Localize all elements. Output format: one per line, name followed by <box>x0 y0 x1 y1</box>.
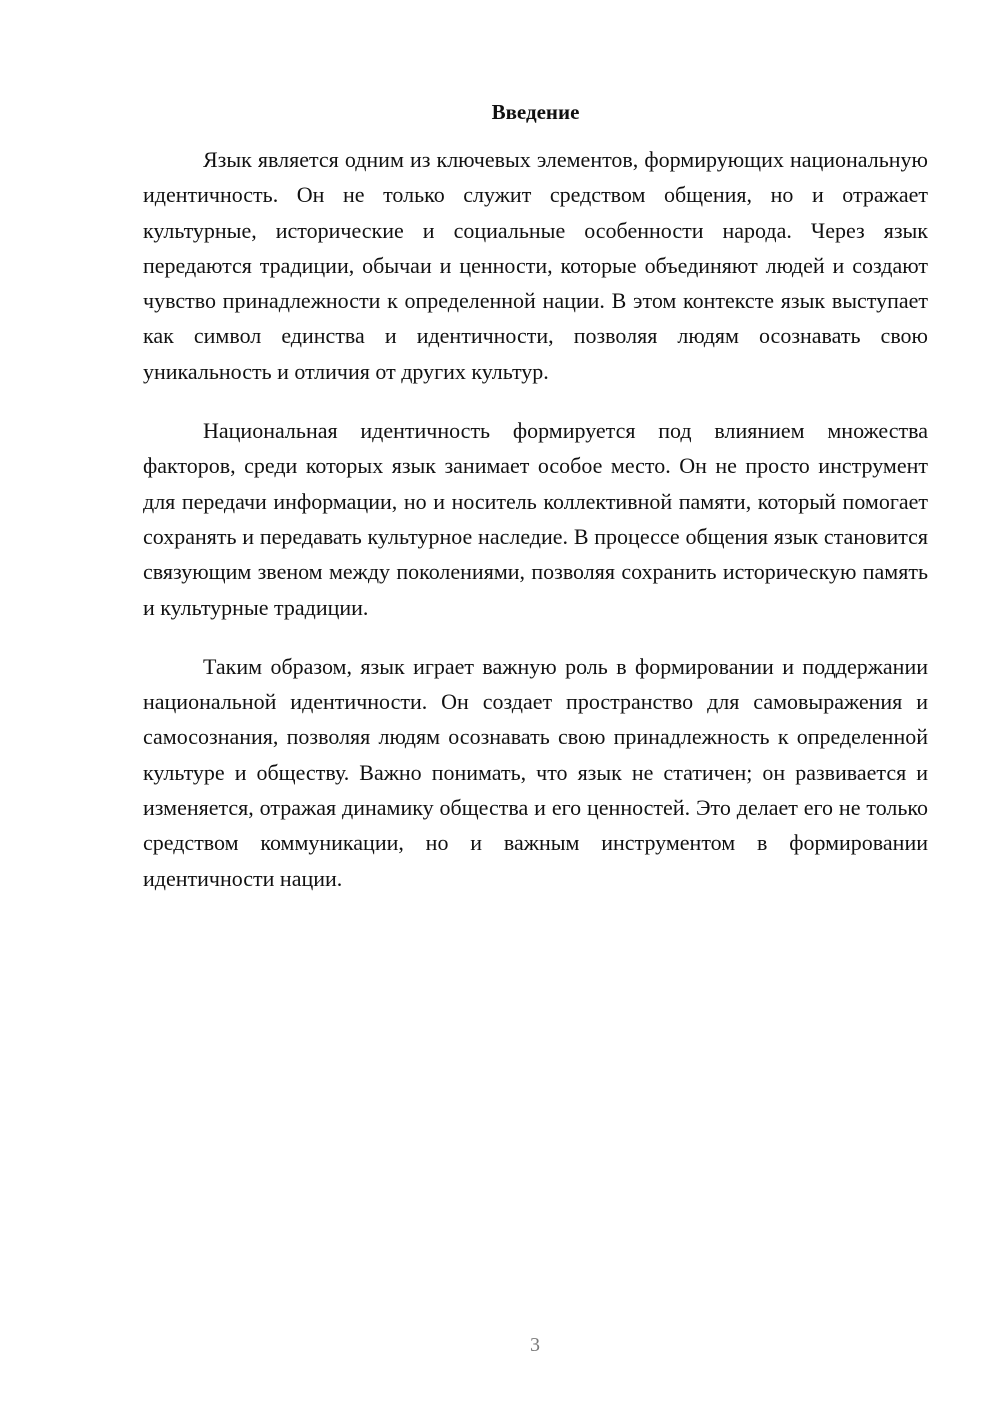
page-title: Введение <box>491 100 580 124</box>
document-body <box>143 142 928 920</box>
paragraph-2: Национальная идентичность формируется под влиянием множества факторов, среди которых язык занимает особое место. Он не просто инструмент для передачи информации, но и носитель коллективной памяти, который помогает сохранять и передавать культурное наследие. В процессе общения язык становится связующим звеном между поколениями, позволяя сохранить историческую память и культурные традиции. <box>143 418 928 620</box>
page-number: 3 <box>530 1334 540 1356</box>
paragraph-3: Таким образом, язык играет важную роль в формировании и поддержании национальной идентичности. Он создает пространство для самовыражения и самосознания, позволяя людям осознавать свою принадлежность к определенной культуре и обществу. Важно понимать, что язык не статичен; он развивается и изменяется, отражая динамику общества и его ценностей. Это делает его не только средством коммуникации, но и важным инструментом в формировании идентичности нации. <box>143 653 928 891</box>
paragraph-1: Язык является одним из ключевых элементов, формирующих национальную идентичность. Он не только служит средством общения, но и отражает культурные, исторические и социальные особенности народа. Через язык передаются традиции, обычаи и ценности, которые объединяют людей и создают чувство принадлежности к определенной нации. В этом контексте язык выступает как символ единства и идентичности, позволяя людям осознавать свою уникальность и отличия от других культур. <box>143 147 928 384</box>
